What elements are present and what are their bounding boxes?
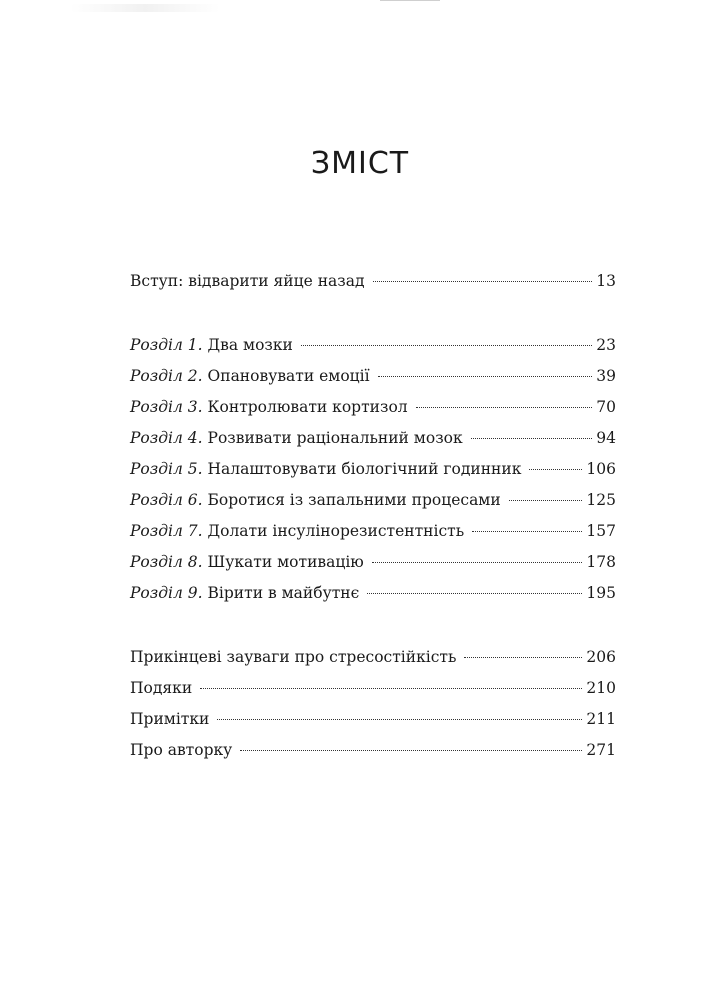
top-scan-artifact [0,0,720,18]
dot-leader [200,688,582,689]
toc-entry-chapter-4[interactable] [130,423,616,454]
toc-page-number: 13 [596,272,616,290]
toc-entry-afterword[interactable] [130,642,616,673]
toc-entry-notes[interactable] [130,704,616,735]
chapter-title: Розвивати раціональний мозок [207,429,463,447]
toc-entry-chapter-8[interactable] [130,547,616,578]
toc-page-number: 271 [586,741,616,759]
toc-page-number: 206 [586,648,616,666]
table-of-contents [130,266,616,766]
dot-leader [509,500,583,501]
dot-leader [471,438,593,439]
toc-page-number: 94 [596,429,616,447]
toc-entry-acknowledgements[interactable] [130,673,616,704]
toc-entry-label: Вступ: відварити яйце назад [130,272,365,290]
toc-entry-chapter-7[interactable] [130,516,616,547]
chapter-title: Опановувати емоції [207,367,370,385]
toc-page-number: 210 [586,679,616,697]
dot-leader [464,657,582,658]
toc-entry-chapter-6[interactable] [130,485,616,516]
chapter-prefix: Розділ 1. [130,336,203,354]
dot-leader [529,469,582,470]
toc-entry-chapter-9[interactable] [130,578,616,609]
toc-entry-chapter-5[interactable] [130,454,616,485]
toc-page-number: 23 [596,336,616,354]
chapter-title: Два мозки [207,336,293,354]
dot-leader [416,407,593,408]
toc-page-number: 39 [596,367,616,385]
chapter-prefix: Розділ 8. [130,553,203,571]
chapter-title: Шукати мотивацію [207,553,364,571]
faded-header-smudge [70,4,220,12]
chapter-prefix: Розділ 3. [130,398,203,416]
toc-entry-about-author[interactable] [130,735,616,766]
top-rule [380,0,440,1]
chapter-prefix: Розділ 2. [130,367,203,385]
toc-entry-intro[interactable] [130,266,616,297]
toc-entry-chapter-3[interactable] [130,392,616,423]
dot-leader [373,281,593,282]
chapter-prefix: Розділ 4. [130,429,203,447]
chapter-title: Контролювати кортизол [207,398,408,416]
dot-leader [372,562,583,563]
chapter-prefix: Розділ 9. [130,584,203,602]
chapter-title: Боротися із запальними процесами [207,491,501,509]
toc-page-number: 195 [586,584,616,602]
chapter-title: Вірити в майбутнє [207,584,360,602]
chapter-prefix: Розділ 7. [130,522,203,540]
toc-entry-chapter-2[interactable] [130,361,616,392]
dot-leader [301,345,592,346]
toc-entry-chapter-1[interactable] [130,330,616,361]
toc-entry-label: Прикінцеві зауваги про стресостійкість [130,648,457,666]
dot-leader [240,750,582,751]
dot-leader [472,531,582,532]
toc-page-number: 178 [586,553,616,571]
chapter-title: Долати інсулінорезистентність [207,522,465,540]
dot-leader [378,376,593,377]
chapter-prefix: Розділ 5. [130,460,203,478]
toc-page-number: 125 [586,491,616,509]
page-title: ЗМІСТ [310,146,410,181]
toc-entry-label: Про авторку [130,741,233,759]
chapter-title: Налаштовувати біологічний годинник [207,460,522,478]
dot-leader [367,593,582,594]
dot-leader [217,719,582,720]
toc-entry-label: Примітки [130,710,210,728]
toc-page-number: 106 [586,460,616,478]
toc-page-number: 157 [586,522,616,540]
toc-entry-label: Подяки [130,679,193,697]
toc-page-number: 211 [586,710,616,728]
toc-page-number: 70 [596,398,616,416]
chapter-prefix: Розділ 6. [130,491,203,509]
